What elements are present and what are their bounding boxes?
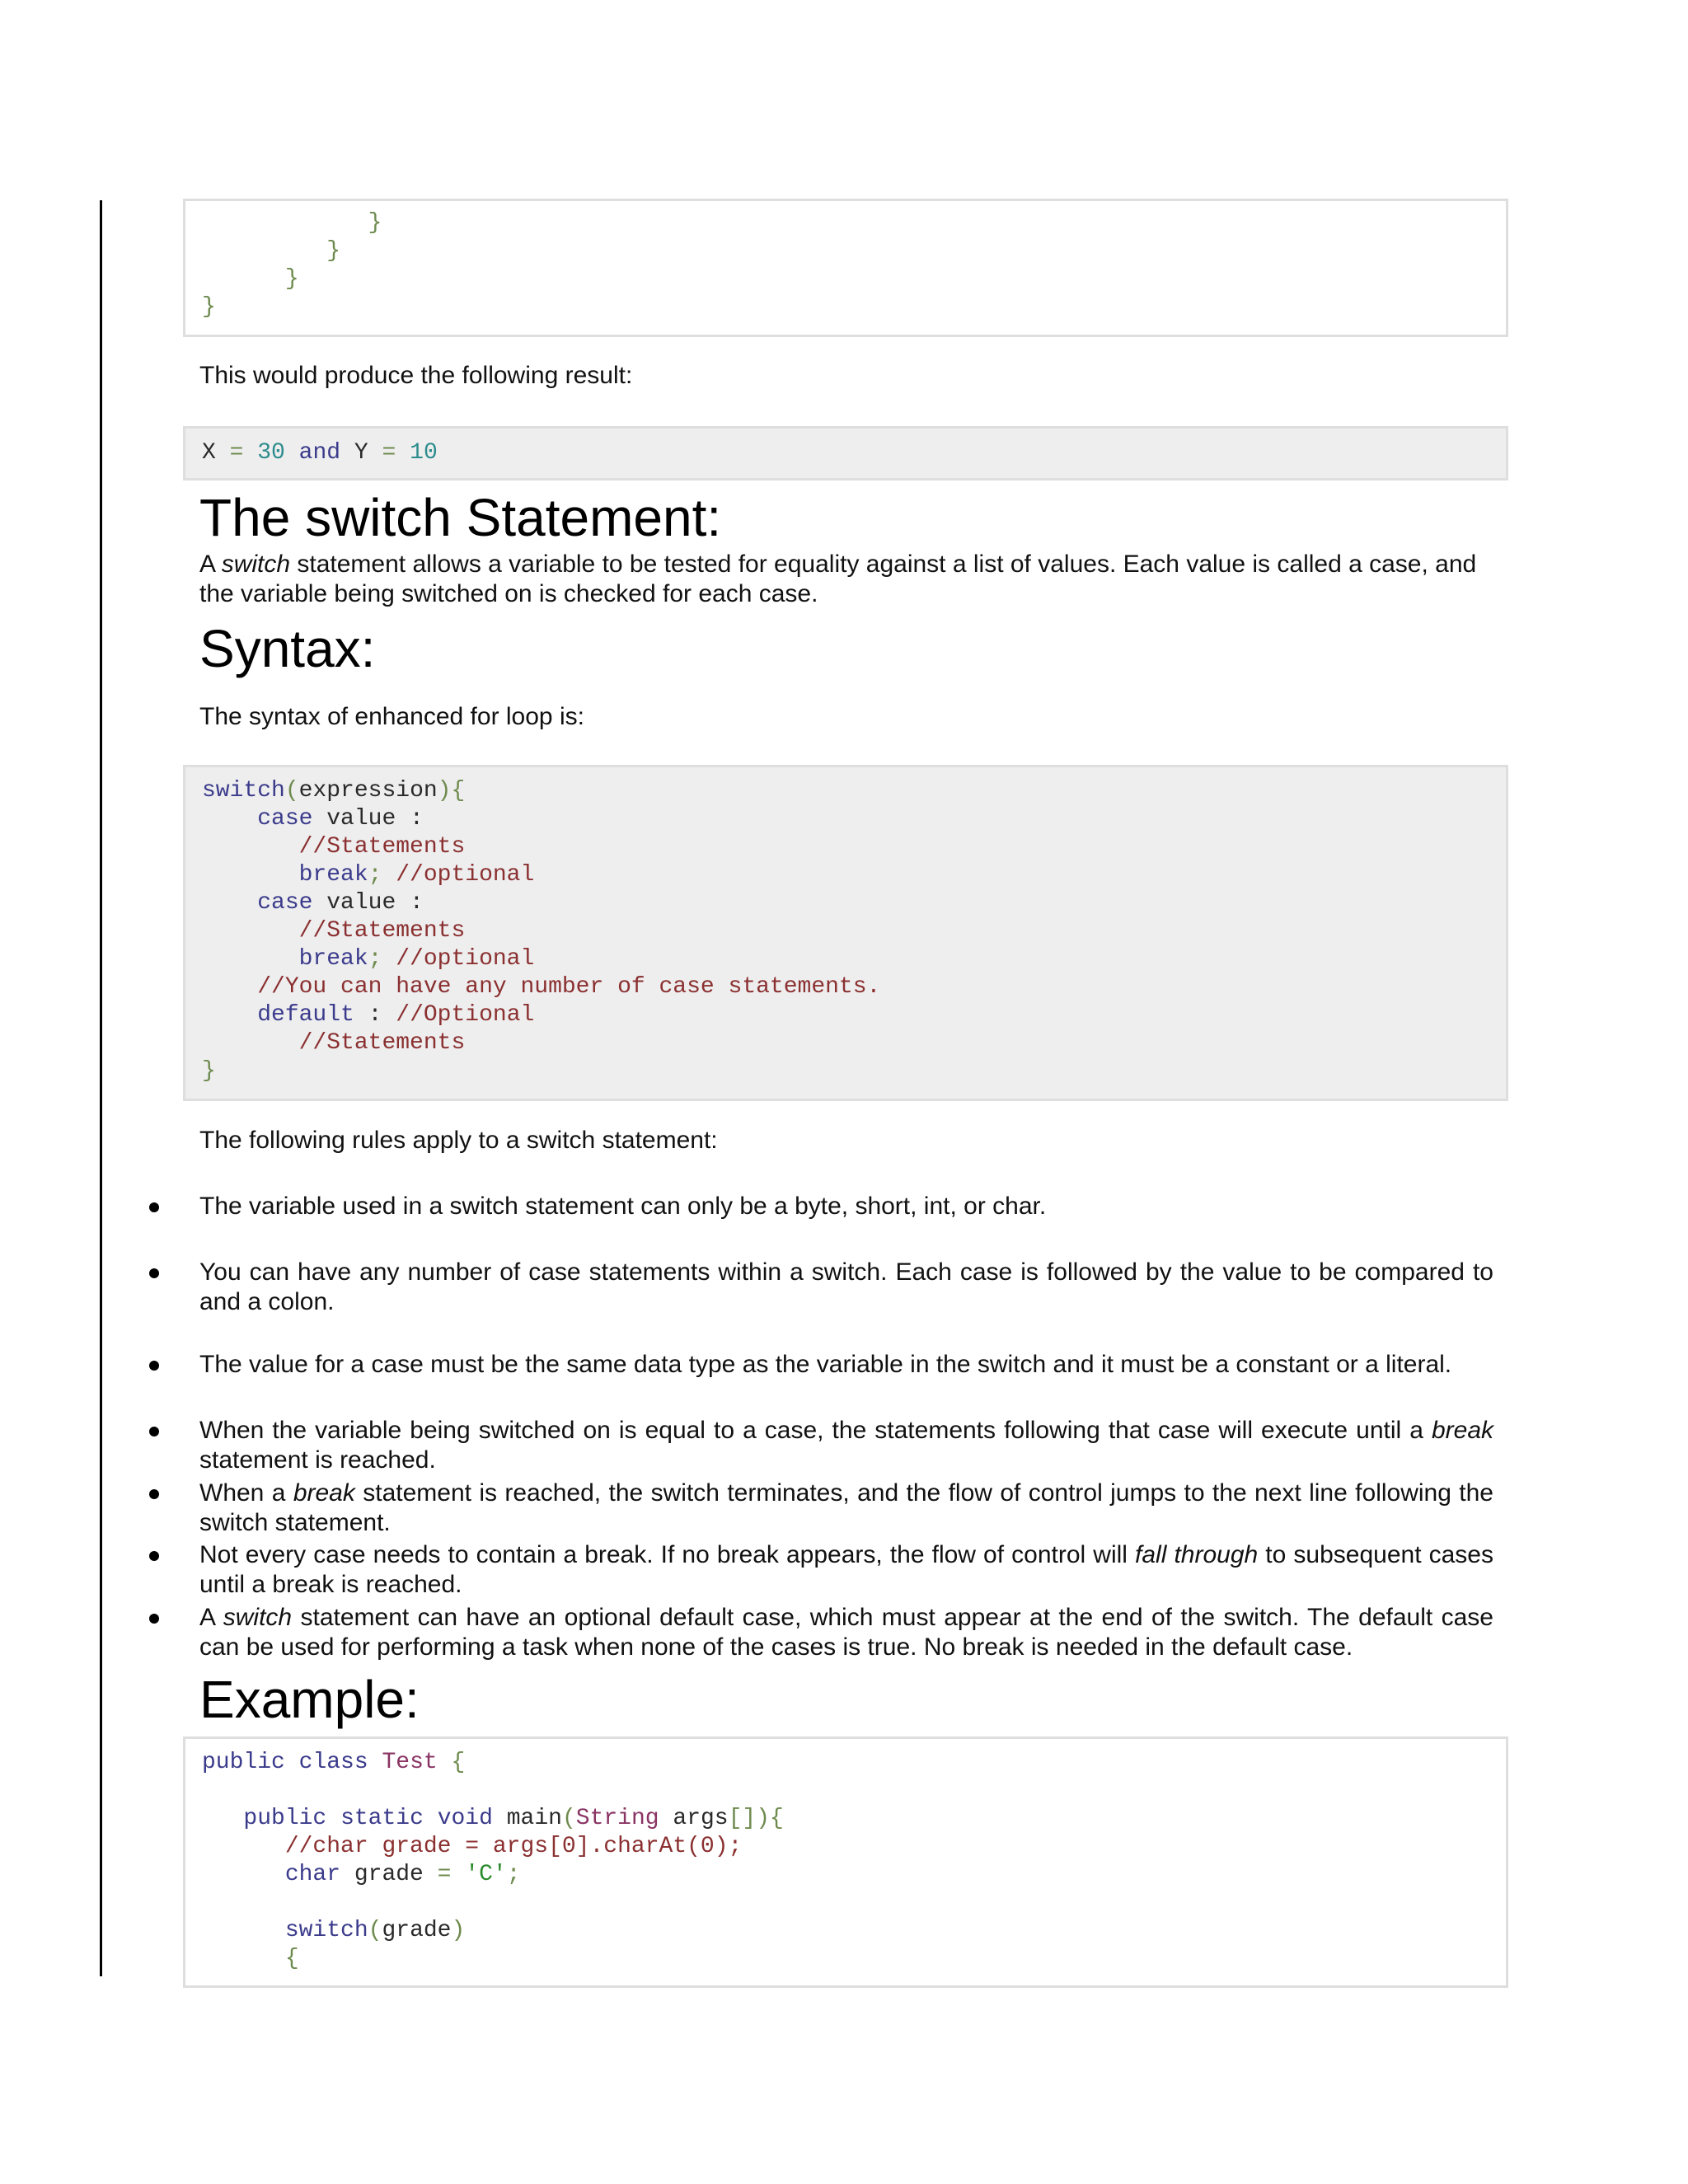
result-intro: This would produce the following result:	[199, 362, 633, 389]
switch-heading: The switch Statement:	[199, 488, 722, 547]
rule-item: The variable used in a switch statement can only be a byte, short, int, or char.	[199, 1193, 1047, 1220]
example-code-block: public class Test { public static void main(String args[]){ //char grade = args[0].charAt(0); char grade = 'C'; switch(grade) {	[183, 1736, 1508, 1988]
code-line: }	[202, 238, 341, 264]
rule-item: You can have any number of case statements within a switch. Each case is followed by the value to be compared to and a colon.	[199, 1258, 1493, 1315]
bullet-dot	[149, 1361, 159, 1371]
syntax-intro: The syntax of enhanced for loop is:	[199, 703, 584, 730]
result-eq: =	[229, 440, 244, 466]
rules-intro: The following rules apply to a switch statement:	[199, 1127, 718, 1154]
code-line: }	[202, 266, 299, 292]
bullet-dot	[149, 1489, 159, 1499]
bullet-dot	[149, 1202, 159, 1212]
result-y: Y	[354, 440, 368, 466]
bullet-dot	[149, 1614, 159, 1624]
code-block-top	[183, 199, 1508, 337]
result-eq: =	[382, 440, 396, 466]
bullet-dot	[149, 1427, 159, 1436]
syntax-heading: Syntax:	[199, 619, 376, 678]
result-and: and	[298, 440, 341, 466]
result-x: X	[202, 440, 216, 466]
syntax-code-block: switch(expression){ case value : //Statements break; //optional case value : //Statements break; //optional //You can have any number of case statements. default : //Optional //Statements }	[183, 765, 1508, 1101]
margin-rule	[100, 200, 102, 1976]
result-output-block	[183, 426, 1508, 480]
code-line: }	[202, 294, 216, 320]
rule-item: When the variable being switched on is equal to a case, the statements following that case will execute until a break statement is reached.	[199, 1417, 1493, 1474]
rule-item: When a break statement is reached, the switch terminates, and the flow of control jumps to the next line following the switch statement.	[199, 1479, 1493, 1536]
switch-description: A switch statement allows a variable to be tested for equality against a list of values. Each value is called a case, and the variable being switched on is checked for each case.	[199, 551, 1477, 607]
result-value-x: 30	[257, 440, 285, 466]
bullet-dot	[149, 1551, 159, 1561]
result-value-y: 10	[410, 440, 438, 466]
rule-item: A switch statement can have an optional default case, which must appear at the end of the switch. The default case can be used for performing a task when none of the cases is true. No break is needed in the default case.	[199, 1604, 1493, 1661]
example-heading: Example:	[199, 1670, 420, 1729]
bullet-dot	[149, 1268, 159, 1278]
rule-item: Not every case needs to contain a break. If no break appears, the flow of control will fall through to subsequent cases until a break is reached.	[199, 1541, 1493, 1598]
switch-term: switch	[221, 551, 291, 578]
rule-item: The value for a case must be the same data type as the variable in the switch and it must be a constant or a literal.	[199, 1351, 1452, 1378]
code-line: }	[202, 210, 382, 236]
